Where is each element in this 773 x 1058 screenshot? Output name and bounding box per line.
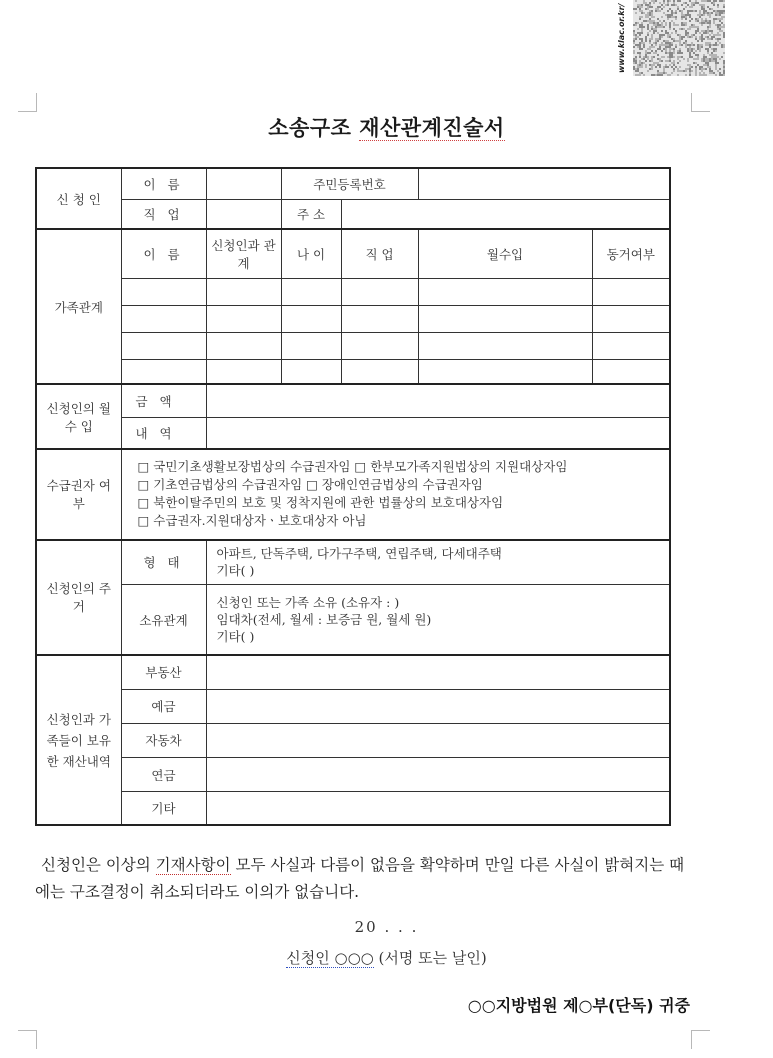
qr-block (617, 0, 727, 78)
applicant-id-field[interactable] (418, 168, 670, 199)
family-cell[interactable] (592, 360, 670, 384)
family-cell[interactable] (341, 278, 418, 305)
statement-form-table (35, 167, 671, 826)
family-header-job: 직 업 (341, 229, 418, 278)
family-cell[interactable] (341, 360, 418, 384)
family-header-cohabit: 동거여부 (592, 229, 670, 278)
recipient-option-checkbox[interactable]: □ 수급권자.지원대상자ㆍ보호대상자 아님 (137, 513, 367, 529)
family-header-income: 월수입 (418, 229, 592, 278)
recipient-option-checkbox[interactable]: □ 북한이탈주민의 보호 및 정착지원에 관한 법률상의 보호대상자임 (137, 495, 504, 511)
family-cell[interactable] (281, 333, 341, 360)
asset-field-realestate[interactable] (206, 655, 670, 689)
asset-field-deposit[interactable] (206, 689, 670, 723)
family-row (36, 306, 670, 333)
title-part2: 재산관계진술서 (359, 116, 505, 140)
family-header-name: 이 름 (121, 229, 206, 278)
qr-url-text: www.klac.or.kr/ (617, 3, 626, 73)
qr-code-icon (633, 0, 725, 76)
asset-label-deposit: 예금 (121, 689, 206, 723)
applicant-name-field[interactable] (206, 168, 281, 199)
family-cell[interactable] (206, 360, 281, 384)
family-cell[interactable] (281, 306, 341, 333)
applicant-address-label: 주 소 (281, 199, 341, 229)
applicant-label: 신 청 인 (36, 168, 121, 229)
asset-label-other: 기타 (121, 792, 206, 825)
ownership-line-other[interactable]: 기타( ) (216, 629, 255, 645)
income-amount-field[interactable] (206, 384, 670, 417)
signature-rest: (서명 또는 날인) (373, 949, 487, 967)
corner-mark-top-left (18, 93, 37, 112)
family-cell[interactable] (592, 333, 670, 360)
family-cell[interactable] (418, 360, 592, 384)
asset-field-car[interactable] (206, 723, 670, 757)
asset-field-pension[interactable] (206, 758, 670, 792)
applicant-name-label: 이 름 (121, 168, 206, 199)
statement-before: 신청인은 이상의 (41, 856, 156, 874)
income-details-label: 내 역 (121, 417, 206, 449)
residence-type-other[interactable]: 기타( ) (216, 563, 255, 579)
document-title (0, 112, 773, 142)
family-cell[interactable] (341, 306, 418, 333)
recipient-option-checkbox[interactable]: □ 국민기초생활보장법상의 수급권자임 □ 한부모가족지원법상의 지원대상자임 (137, 459, 568, 475)
recipient-label: 수급권자 여 부 (36, 449, 121, 539)
family-cell[interactable] (281, 278, 341, 305)
asset-label-pension: 연금 (121, 758, 206, 792)
signature-line (0, 947, 773, 968)
corner-mark-bottom-right (691, 1030, 710, 1049)
family-cell[interactable] (592, 306, 670, 333)
income-amount-label: 금 액 (121, 384, 206, 417)
applicant-id-label: 주민등록번호 (281, 168, 418, 199)
residence-type-options (206, 540, 670, 585)
statement-after: 모두 사실과 다름이 없음을 확약하며 만일 다른 사실이 밝혀지는 때에는 구조결정이 취소되더라도 이의가 없습니다. (35, 856, 685, 901)
title-part1: 소송구조 (268, 116, 360, 140)
family-cell[interactable] (121, 360, 206, 384)
corner-mark-top-right (691, 93, 710, 112)
family-cell[interactable] (121, 306, 206, 333)
family-cell[interactable] (206, 278, 281, 305)
family-row (36, 360, 670, 384)
residence-ownership-options (206, 585, 670, 655)
asset-field-other[interactable] (206, 792, 670, 825)
statement-underlined: 기재사항이 (155, 856, 231, 874)
asset-label-realestate: 부동산 (121, 655, 206, 689)
recipient-option-checkbox[interactable]: □ 기초연금법상의 수급권자임 □ 장애인연금법상의 수급권자임 (137, 477, 483, 493)
signature-applicant[interactable]: 신청인 ○○○ (286, 949, 374, 967)
family-cell[interactable] (121, 278, 206, 305)
recipient-options (121, 449, 670, 539)
assets-label: 신청인과 가족들이 보유한 재산내역 (36, 655, 121, 825)
family-row (36, 333, 670, 360)
family-cell[interactable] (418, 333, 592, 360)
family-row (36, 278, 670, 305)
family-header-relation: 신청인과 관계 (206, 229, 281, 278)
family-cell[interactable] (592, 278, 670, 305)
date-line[interactable]: 20 . . . (354, 918, 419, 936)
applicant-address-field[interactable] (341, 199, 670, 229)
family-cell[interactable] (418, 278, 592, 305)
ownership-line-lease[interactable]: 임대차(전세, 월세 : 보증금 원, 월세 원) (216, 612, 432, 628)
family-cell[interactable] (341, 333, 418, 360)
court-addressee: ○○지방법원 제○부(단독) 귀중 (467, 996, 690, 1015)
family-label: 가족관계 (36, 229, 121, 384)
residence-label: 신청인의 주 거 (36, 540, 121, 656)
ownership-line-owner[interactable]: 신청인 또는 가족 소유 (소유자 : ) (216, 595, 400, 611)
family-cell[interactable] (206, 306, 281, 333)
income-label: 신청인의 월 수 입 (36, 384, 121, 449)
income-details-field[interactable] (206, 417, 670, 449)
family-cell[interactable] (206, 333, 281, 360)
corner-mark-bottom-left (18, 1030, 37, 1049)
residence-ownership-label: 소유관계 (121, 585, 206, 655)
family-cell[interactable] (121, 333, 206, 360)
declaration-statement (35, 852, 695, 906)
applicant-job-label: 직 업 (121, 199, 206, 229)
asset-label-car: 자동차 (121, 723, 206, 757)
family-cell[interactable] (281, 360, 341, 384)
family-cell[interactable] (418, 306, 592, 333)
family-header-age: 나 이 (281, 229, 341, 278)
applicant-job-field[interactable] (206, 199, 281, 229)
residence-type-label: 형 태 (121, 540, 206, 585)
residence-type-line: 아파트, 단독주택, 다가구주택, 연립주택, 다세대주택 (216, 546, 502, 562)
